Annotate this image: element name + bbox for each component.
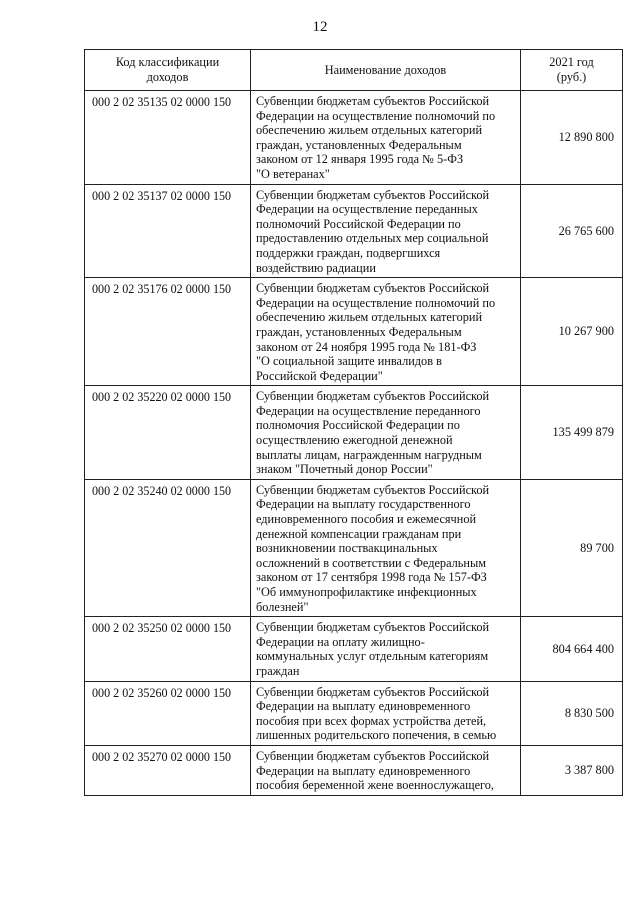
cell-amount: 89 700 <box>521 479 623 616</box>
cell-code: 000 2 02 35250 02 0000 150 <box>85 617 251 681</box>
table-row <box>85 617 623 681</box>
cell-amount: 12 890 800 <box>521 91 623 185</box>
cell-name <box>251 681 521 745</box>
cell-name-text: Субвенции бюджетам субъектов Российской Федерации на оплату жилищно- коммунальных услуг отдельным категориям граждан <box>256 620 490 678</box>
cell-code: 000 2 02 35220 02 0000 150 <box>85 386 251 480</box>
cell-name <box>251 745 521 795</box>
table-row <box>85 745 623 795</box>
cell-name <box>251 91 521 185</box>
cell-code: 000 2 02 35135 02 0000 150 <box>85 91 251 185</box>
cell-name <box>251 278 521 386</box>
table-row <box>85 386 623 480</box>
table-header-row <box>85 50 623 91</box>
header-amount-label: 2021 год (руб.) <box>549 55 594 84</box>
table-row <box>85 479 623 616</box>
header-name <box>251 50 521 91</box>
table-row <box>85 91 623 185</box>
cell-name <box>251 617 521 681</box>
header-amount <box>521 50 623 91</box>
cell-name-text: Субвенции бюджетам субъектов Российской Федерации на выплату единовременного пособия беременной жене военнослужащего, <box>256 748 494 793</box>
table-row <box>85 278 623 386</box>
header-code <box>85 50 251 91</box>
cell-code: 000 2 02 35240 02 0000 150 <box>85 479 251 616</box>
cell-name-text: Субвенции бюджетам субъектов Российской Федерации на выплату государственного единовременного пособия и ежемесячной денежной компенсации гражданам при возникновении поствакцинальных осложнений в соответствии с Федеральным законом от 17 сентября 1998 года № 157-ФЗ "Об иммунопрофилактике инфекционных болезней" <box>256 482 490 614</box>
cell-code: 000 2 02 35176 02 0000 150 <box>85 278 251 386</box>
cell-code: 000 2 02 35270 02 0000 150 <box>85 745 251 795</box>
cell-name-text: Субвенции бюджетам субъектов Российской Федерации на осуществление полномочий по обеспечению жильем отдельных категорий граждан, установленных Федеральным законом от 24 ноября 1995 года № 181-ФЗ "О социальной защите инвалидов в Российской Федерации" <box>256 281 496 383</box>
table-row <box>85 184 623 278</box>
cell-amount: 10 267 900 <box>521 278 623 386</box>
cell-name-text: Субвенции бюджетам субъектов Российской Федерации на выплату единовременного пособия при всех формах устройства детей, лишенных родительского попечения, в семью <box>256 684 497 743</box>
header-name-label: Наименование доходов <box>324 62 447 77</box>
revenue-table <box>84 49 623 796</box>
cell-amount: 135 499 879 <box>521 386 623 480</box>
cell-name-text: Субвенции бюджетам субъектов Российской Федерации на осуществление переданных полномочий Российской Федерации по предоставлению отдельных мер социальной поддержки граждан, подвергшихся воздействию радиации <box>256 187 490 275</box>
cell-code: 000 2 02 35137 02 0000 150 <box>85 184 251 278</box>
header-code-label: Код классификации доходов <box>115 55 220 84</box>
cell-name <box>251 386 521 480</box>
cell-name-text: Субвенции бюджетам субъектов Российской Федерации на осуществление переданного полномочия Российской Федерации по осуществлению ежегодной денежной выплаты лицам, награжденным нагрудным знаком "Почетный донор России" <box>256 389 490 477</box>
cell-name-text: Субвенции бюджетам субъектов Российской Федерации на осуществление полномочий по обеспечению жильем отдельных категорий граждан, установленных Федеральным законом от 12 января 1995 года № 5-ФЗ "О ветеранах" <box>256 94 496 181</box>
cell-name <box>251 184 521 278</box>
cell-amount: 26 765 600 <box>521 184 623 278</box>
table-row <box>85 681 623 745</box>
cell-amount: 8 830 500 <box>521 681 623 745</box>
page-number: 12 <box>312 19 328 35</box>
cell-code: 000 2 02 35260 02 0000 150 <box>85 681 251 745</box>
cell-amount: 3 387 800 <box>521 745 623 795</box>
cell-name <box>251 479 521 616</box>
cell-amount: 804 664 400 <box>521 617 623 681</box>
